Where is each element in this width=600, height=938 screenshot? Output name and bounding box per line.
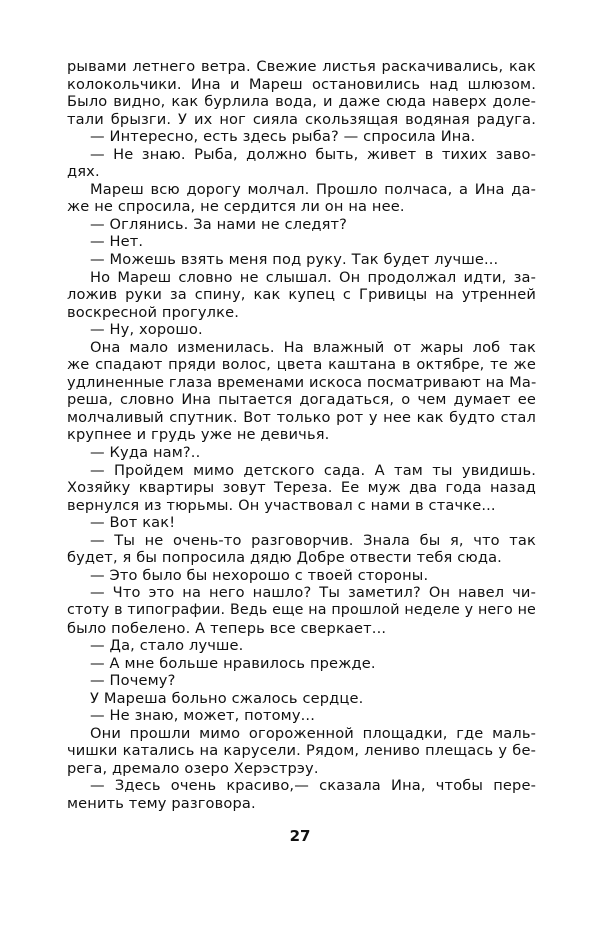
text-line: Она мало изменилась. На влажный от жары лоб так bbox=[90, 338, 536, 356]
text-line: молчаливый спутник. Вот только рот у нее как будто стал bbox=[67, 408, 536, 426]
text-line: менить тему разговора. bbox=[67, 794, 256, 812]
text-line: же спадают пряди волос, цвета каштана в октябре, те же bbox=[67, 356, 536, 374]
text-line: — Не знаю. Рыба, должно быть, живет в тихих заво- bbox=[90, 145, 536, 163]
text-line: крупнее и грудь уже не девичья. bbox=[67, 426, 330, 444]
text-line: — Оглянись. За нами не следят? bbox=[90, 215, 348, 233]
text-line: — Можешь взять меня под руку. Так будет лучше... bbox=[90, 251, 499, 269]
text-line: — Ты не очень-то разговорчив. Знала бы я, что так bbox=[90, 531, 536, 549]
text-line: чишки катались на карусели. Рядом, лениво плещась у бе- bbox=[67, 742, 536, 760]
text-line: было побелено. А теперь все сверкает... bbox=[67, 619, 387, 637]
page-number: 27 bbox=[289, 827, 311, 845]
text-line: — Не знаю, может, потому... bbox=[90, 707, 315, 725]
text-line: — Здесь очень красиво,— сказала Ина, чтобы пере- bbox=[90, 777, 536, 795]
text-line: реша, словно Ина пытается догадаться, о чем думает ее bbox=[67, 391, 536, 409]
text-line: будет, я бы попросила дядю Добре отвести тебя сюда. bbox=[67, 549, 502, 567]
text-line: — Почему? bbox=[90, 672, 176, 690]
text-line: — Вот как! bbox=[90, 514, 176, 532]
text-line: удлиненные глаза временами искоса посматривают на Ма- bbox=[67, 373, 537, 391]
text-line: — Нет. bbox=[90, 233, 144, 251]
text-line: — Это было бы нехорошо с твоей стороны. bbox=[90, 566, 429, 584]
text-line: стоту в типографии. Ведь еще на прошлой неделе у него не bbox=[67, 601, 536, 618]
text-line: дях. bbox=[67, 163, 100, 181]
text-line: — Интересно, есть здесь рыба? — спросила Ина. bbox=[90, 128, 476, 146]
text-line: У Мареша больно сжалось сердце. bbox=[90, 689, 364, 707]
text-line: рывами летнего ветра. Свежие листья раскачивались, как bbox=[67, 58, 536, 75]
text-line: — А мне больше нравилось прежде. bbox=[90, 654, 376, 672]
text-line: Они прошли мимо огороженной площадки, где маль- bbox=[90, 724, 536, 742]
text-line: ложив руки за спину, как купец с Гривицы на утренней bbox=[67, 286, 536, 304]
text-line: же не спросила, не сердится ли он на нее. bbox=[67, 198, 405, 216]
text-line: рега, дремало озеро Херэстрэу. bbox=[67, 759, 319, 777]
text-line: воскресной прогулке. bbox=[67, 303, 240, 321]
text-line: вернулся из тюрьмы. Он участвовал с нами в стачке... bbox=[67, 496, 496, 514]
text-line: колокольчики. Ина и Мареш остановились над шлюзом. bbox=[67, 75, 536, 93]
text-line: — Что это на него нашло? Ты заметил? Он навел чи- bbox=[90, 584, 536, 602]
text-line: — Да, стало лучше. bbox=[90, 637, 244, 655]
text-line: Было видно, как бурлила вода, и даже сюда наверх доле- bbox=[67, 93, 536, 111]
text-line: — Пройдем мимо детского сада. А там ты увидишь. bbox=[90, 461, 536, 479]
text-line: Мареш всю дорогу молчал. Прошло полчаса, а Ина да- bbox=[90, 180, 536, 198]
page-body bbox=[67, 58, 536, 813]
text-line: Но Мареш словно не слышал. Он продолжал идти, за- bbox=[90, 268, 536, 286]
text-line: Хозяйку квартиры зовут Тереза. Ее муж два года назад bbox=[67, 479, 536, 497]
text-line: — Куда нам?.. bbox=[90, 444, 201, 462]
text-line: — Ну, хорошо. bbox=[90, 321, 203, 339]
text-line: тали брызги. У их ног сияла скользящая водяная радуга. bbox=[67, 110, 536, 128]
